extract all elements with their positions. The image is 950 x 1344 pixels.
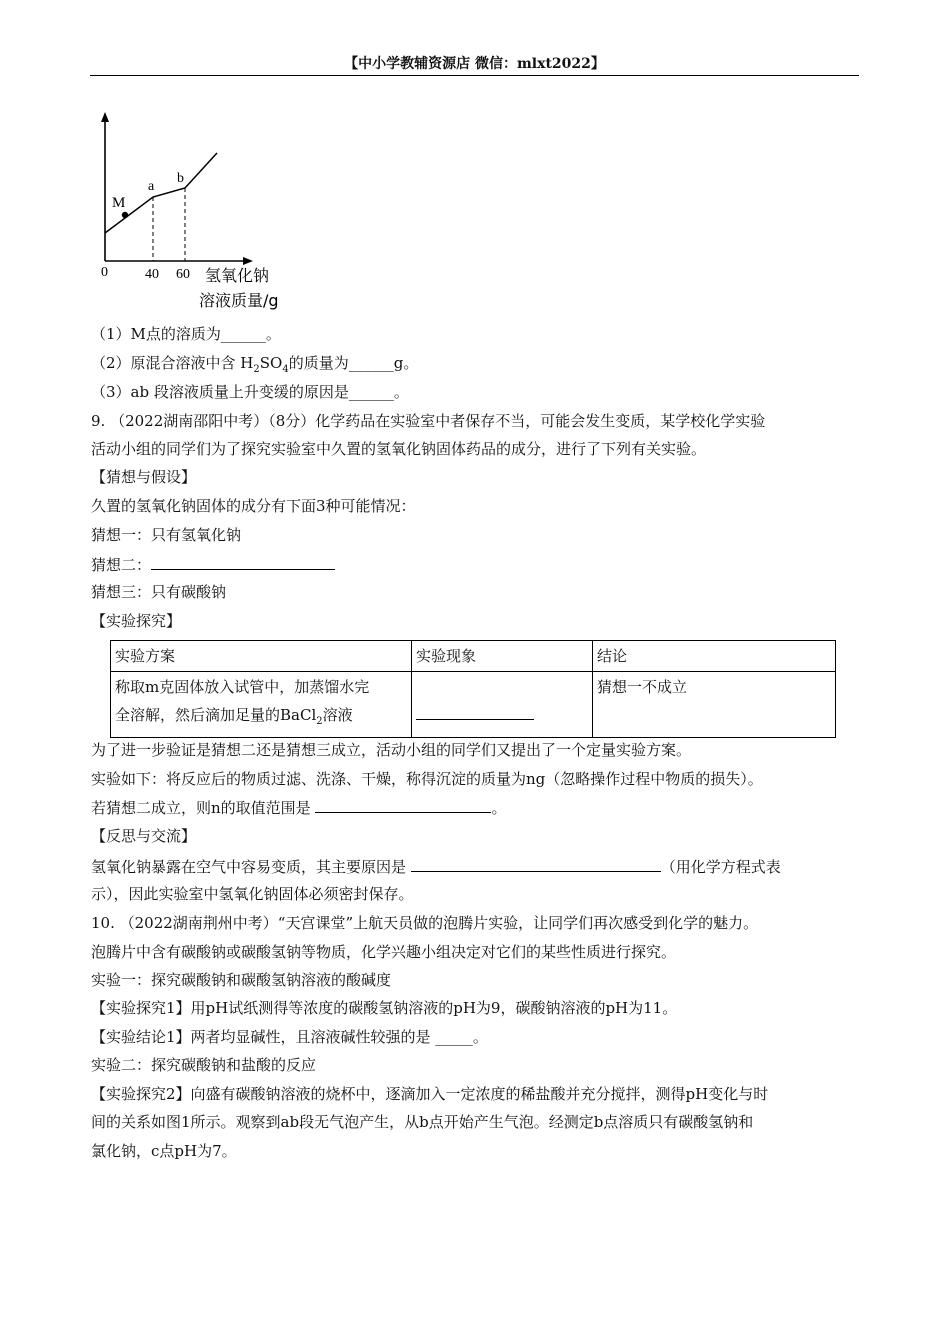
q10-intro-2: 泡腾片中含有碳酸钠或碳酸氢钠等物质，化学兴趣小组决定对它们的某些性质进行探究。 [91,943,677,961]
reflect-text-2: 示），因此实验室中氢氧化钠固体必须密封保存。 [91,885,414,903]
explore-heading: 【实验探究】 [91,612,182,630]
explore-2-line3: 氯化钠，c点pH为7。 [91,1142,237,1160]
table-header-conclusion: 结论 [593,641,836,672]
experiment-text: 实验如下：将反应后的物质过滤、洗涤、干燥，称得沉淀的质量为ng（忽略操作过程中物质的损失）。 [91,770,763,788]
header-rule [90,75,859,76]
experiment-table [110,640,836,738]
point-m-dot [122,212,128,218]
reflect-heading: 【反思与交流】 [91,827,197,845]
x-label-2: 溶液质量/g [199,291,279,310]
x-label-1: 氢氧化钠 [205,266,270,285]
range-blank [315,797,491,813]
guess-heading: 【猜想与假设】 [91,468,197,486]
table-cell-phenomenon [412,672,593,738]
tick-60-label: 60 [176,267,190,282]
table-header-phenomenon: 实验现象 [412,641,593,672]
guess-1: 猜想一：只有氢氧化钠 [91,526,242,544]
table-cell-conclusion: 猜想一不成立 [593,672,836,738]
explore-2-line2: 间的关系如图1所示。观察到ab段无气泡产生，从b点开始产生气泡。经测定b点溶质只有碳酸氢钠和 [91,1113,754,1131]
reflect-text: 氢氧化钠暴露在空气中容易变质，其主要原因是 （用化学方程式表 [91,858,781,876]
explore-2-line1: 【实验探究2】向盛有碳酸钠溶液的烧杯中，逐滴加入一定浓度的稀盐酸并充分搅拌，测得pH变化与时 [91,1085,769,1103]
q9-intro-2: 活动小组的同学们为了探究实验室中久置的氢氧化钠固体药品的成分，进行了下列有关实验。 [91,440,707,458]
exp1-title: 实验一：探究碳酸钠和碳酸氢钠溶液的酸碱度 [91,971,392,989]
x-axis-arrow [243,257,253,265]
page-header: 【中小学教辅资源店 微信：mlxt2022】 [344,56,605,72]
point-m-label: M [112,195,126,211]
mass-curve [105,153,217,233]
guess-intro: 久置的氢氧化钠固体的成分有下面3种可能情况： [91,497,416,515]
y-axis-arrow [101,112,109,122]
further-text: 为了进一步验证是猜想二还是猜想三成立，活动小组的同学们又提出了一个定量实验方案。 [91,741,692,759]
guess-3: 猜想三：只有碳酸钠 [91,583,227,601]
equation-blank [411,856,661,872]
mass-chart [95,108,295,318]
table-header-plan: 实验方案 [111,641,412,672]
q8-sub3: （3）ab 段溶液质量上升变缓的原因是______。 [91,383,409,401]
point-b-label: b [177,171,184,186]
origin-label: 0 [101,265,108,280]
table-row [111,672,836,738]
exp2-title: 实验二：探究碳酸钠和盐酸的反应 [91,1056,317,1074]
q9-intro-1: 9. （2022湖南邵阳中考）（8分）化学药品在实验室中者保存不当，可能会发生变质，某学校化学实验 [91,412,766,430]
guess-2-blank [151,554,335,570]
guess-2: 猜想二： [91,554,335,575]
point-a-label: a [148,179,155,194]
q8-sub1: （1）M点的溶质为______。 [91,325,281,343]
conclusion-1: 【实验结论1】两者均显碱性，且溶液碱性较强的是 _____。 [91,1028,488,1046]
range-text: 若猜想二成立，则n的取值范围是 。 [91,799,507,817]
q8-sub2: （2）原混合溶液中含 $H_2SO_4$的质量为______g。 [91,354,419,375]
tick-40-label: 40 [145,267,159,282]
phenomenon-blank [416,704,534,720]
table-header-row [111,641,836,672]
table-cell-plan: 称取m克固体放入试管中，加蒸馏水完 全溶解，然后滴加足量的BaCl$_2$溶液 [111,672,412,738]
q10-intro-1: 10. （2022湖南荆州中考）“天宫课堂”上航天员做的泡腾片实验，让同学们再次感受到化学的魅力。 [91,914,759,932]
explore-1: 【实验探究1】用pH试纸测得等浓度的碳酸氢钠溶液的pH为9，碳酸钠溶液的pH为11。 [91,999,678,1017]
